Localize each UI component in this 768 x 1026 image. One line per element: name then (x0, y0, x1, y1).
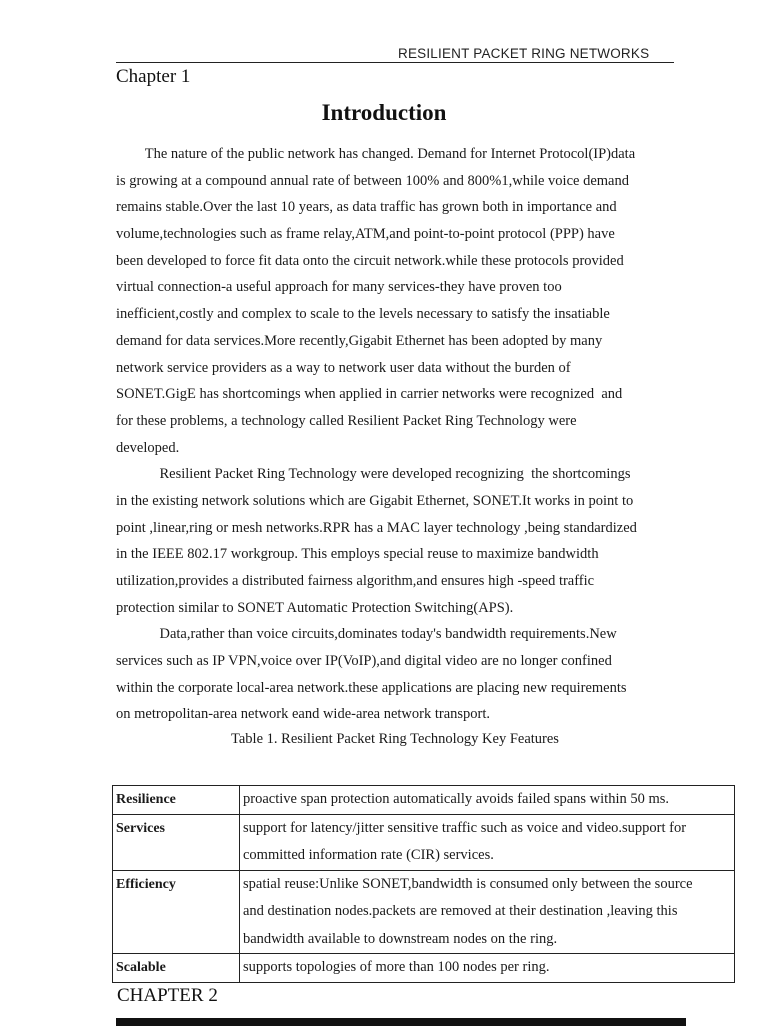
body-line: utilization,provides a distributed fairness algorithm,and ensures high -speed traffic (116, 573, 595, 589)
body-line: on metropolitan-area network eand wide-area network transport. (116, 706, 491, 723)
body-line: services such as IP VPN,voice over IP(VoIP),and digital video are no longer confined (116, 653, 612, 670)
body-line: demand for data services.More recently,Gigabit Ethernet has been adopted by many (116, 332, 603, 349)
feature-description-line: supports topologies of more than 100 nodes per ring. (243, 959, 550, 975)
page-title: Introduction (321, 100, 447, 125)
body-line: remains stable.Over the last 10 years, as data traffic has grown both in importance and (116, 199, 617, 216)
table-row (113, 814, 735, 870)
features-table (112, 785, 735, 983)
feature-name-cell: Resilience (113, 786, 240, 815)
feature-description-line: bandwidth available to downstream nodes on the ring. (243, 930, 558, 947)
footer-bar (116, 1018, 686, 1026)
feature-description-line: and destination nodes.packets are removed at their destination ,leaving this (243, 903, 678, 919)
body-line: been developed to force fit data onto the circuit network.while these protocols provided (116, 252, 624, 269)
body-line: protection similar to SONET Automatic Protection Switching(APS). (116, 599, 514, 616)
feature-description-line: proactive span protection automatically avoids failed spans within 50 ms. (243, 791, 670, 807)
feature-description-cell (240, 786, 735, 815)
table-caption: Table 1. Resilient Packet Ring Technology Key Features (231, 731, 559, 747)
body-line: Resilient Packet Ring Technology were developed recognizing the shortcomings (116, 466, 631, 483)
feature-description-cell (240, 814, 735, 870)
body-line: within the corporate local-area network.these applications are placing new requirements (116, 679, 627, 696)
feature-name-cell: Services (113, 814, 240, 870)
body-line: developed. (116, 439, 180, 456)
feature-name-cell: Scalable (113, 954, 240, 983)
table-row (113, 954, 735, 983)
next-chapter-heading: CHAPTER 2 (117, 985, 218, 1006)
header-rule (116, 62, 674, 63)
body-line: in the IEEE 802.17 workgroup. This employs special reuse to maximize bandwidth (116, 546, 599, 563)
body-line: SONET.GigE has shortcomings when applied in carrier networks were recognized and (116, 386, 623, 403)
feature-name-cell: Efficiency (113, 870, 240, 954)
feature-description-cell (240, 870, 735, 954)
body-text (116, 141, 676, 728)
chapter-label: Chapter 1 (116, 66, 191, 87)
feature-description-cell (240, 954, 735, 983)
feature-description-line: spatial reuse:Unlike SONET,bandwidth is consumed only between the source (243, 875, 693, 892)
body-line: inefficient,costly and complex to scale to the levels necessary to satisfy the insatiable (116, 306, 610, 323)
body-line: point ,linear,ring or mesh networks.RPR has a MAC layer technology ,being standardized (116, 519, 637, 536)
running-head: RESILIENT PACKET RING NETWORKS (398, 46, 650, 61)
body-line: The nature of the public network has changed. Demand for Internet Protocol(IP)data (116, 146, 636, 162)
feature-description-line: committed information rate (CIR) services. (243, 847, 494, 863)
body-line: network service providers as a way to network user data without the burden of (116, 359, 571, 376)
body-line: in the existing network solutions which are Gigabit Ethernet, SONET.It works in point to (116, 492, 634, 509)
body-line: virtual connection-a useful approach for many services-they have proven too (116, 279, 562, 296)
body-line: is growing at a compound annual rate of between 100% and 800%1,while voice demand (116, 172, 629, 189)
body-line: Data,rather than voice circuits,dominates today's bandwidth requirements.New (116, 626, 617, 643)
table-row (113, 870, 735, 954)
table-row (113, 786, 735, 815)
feature-description-line: support for latency/jitter sensitive traffic such as voice and video.support for (243, 819, 687, 836)
body-line: volume,technologies such as frame relay,ATM,and point-to-point protocol (PPP) have (116, 226, 615, 243)
body-line: for these problems, a technology called Resilient Packet Ring Technology were (116, 412, 577, 429)
